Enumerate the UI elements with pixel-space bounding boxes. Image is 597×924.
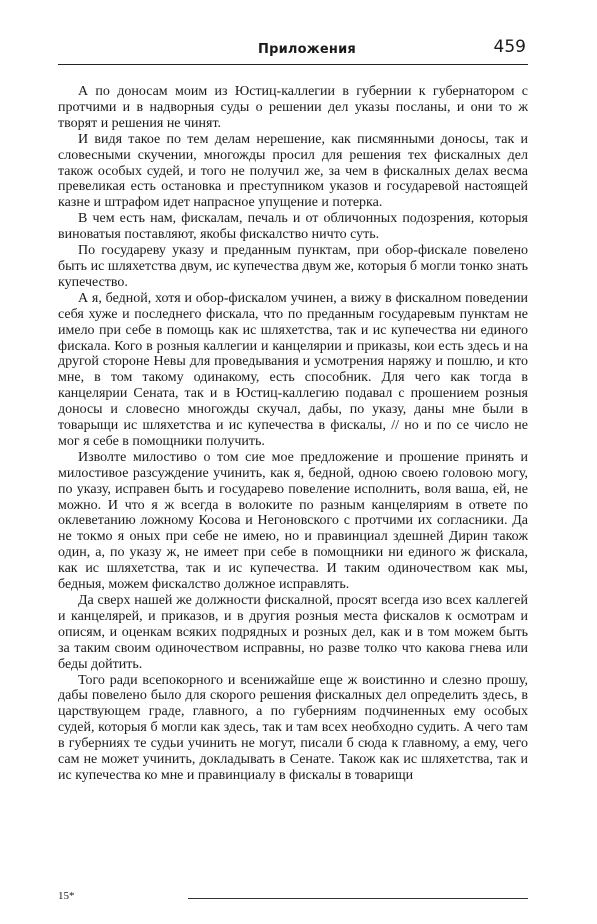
paragraph: Того ради всепокорного и всенижайше еще ж воистинно и слезно прошу, дабы повелено было для скорого решения фискалных дел определить здесь, в царствующем граде, главного, а по губерниям подчиненных ему особых судей, которыя б могли как здесь, так и там всех необходно судить. А чего там в губерниях те судьи учинить не могут, писали б сюда к главному, а ему, чего сам не может учинить, докладывать в Сенате. Також как ис шляхетства, так и ис купечества ко мне и правинциалу в фискалы в товарищи <box>58 672 528 783</box>
paragraph: А по доносам моим из Юстиц-каллегии в губернии к губернатором с протчими и в надворныя суды о решении дел указы посланы, и они то ж творят и решения не чинят. <box>58 84 528 131</box>
book-page <box>58 36 528 916</box>
signature-mark: 15* <box>58 890 75 902</box>
page-number: 459 <box>493 37 526 57</box>
main-text <box>58 84 528 784</box>
paragraph: А я, бедной, хотя и обор-фискалом учинен, а вижу в фискалном поведении себя хуже и последнего фискала, что по преданным государевым пунктам не имело при себе в помощь как ис шляхетства, так и ис купечества ни единого фискала. Кого в розныя каллегии и канцелярии и приказы, кои есть здесь и на другой стороне Невы для проведывания и усмотрения наряжу и пошлю, и кто мне, в том такому одинакому, есть способник. Для чего как тогда в канцелярии Сената, так и в Юстиц-каллегию подавал с прошением розныя доносы и словесно многожды скучал, дабы, по указу, даны мне были в товарыщи ис шляхетства и ис купечества в фискалы, // но и по се число не мог я себе в помощники получить. <box>58 290 528 449</box>
paragraph: По государеву указу и преданным пунктам, при обор-фискале повелено быть ис шляхетства двум, ис купечества двум же, которыя б могли тонко знать купечество. <box>58 243 528 290</box>
paragraph: И видя такое по тем делам нерешение, как писмянными доносы, так и словесными скучении, многожды просил для решения тех фискалных дел також особых судей, и того не получил же, за чем в фискалных делах весма превеликая есть остановка и преступником указов и государевой настоящей казне и штрафом идет напрасное упущение и потерка. <box>58 131 528 211</box>
section-title: Приложения <box>258 42 356 57</box>
paragraph: Да сверх нашей же должности фискалной, просят всегда изо всех каллегей и канцелярей, и приказов, и в другия розныя места фискалов к осмотрам и описям, и оценкам всяких подрядных и розных дел, как и в том можем быть за таким своим одиночеством исправны, но разве толко что какова гнева или беды дойтить. <box>58 593 528 672</box>
page-footer <box>58 890 528 908</box>
footer-rule <box>188 898 528 899</box>
running-header <box>58 36 528 65</box>
paragraph: Изволте милостиво о том сие мое предложение и прошение принять и милостивое разсуждение учинить, как я, бедной, одною своею головою могу, по указу, исправен быть и государево повеление исполнить, воля ваша, ей, не можно. И что я ж всегда в волоките по разным канцеляриям в ответе по оклеветанию ложному Косова и Негоновского с протчими их согласники. Да не токмо я оных при себе не имею, но и правинциал здешней Дирин також один, а, по указу ж, не имеет при себе в помощники ни единого ж фискала, как ис шляхетства, так и ис купечества. И таким одиночеством как мы, бедныя, можем фискалство должное исправлять. <box>58 449 528 593</box>
paragraph: В чем есть нам, фискалам, печаль и от обличонных подозрения, которыя виноватыя поставляют, якобы фискалство ничто суть. <box>58 211 528 243</box>
